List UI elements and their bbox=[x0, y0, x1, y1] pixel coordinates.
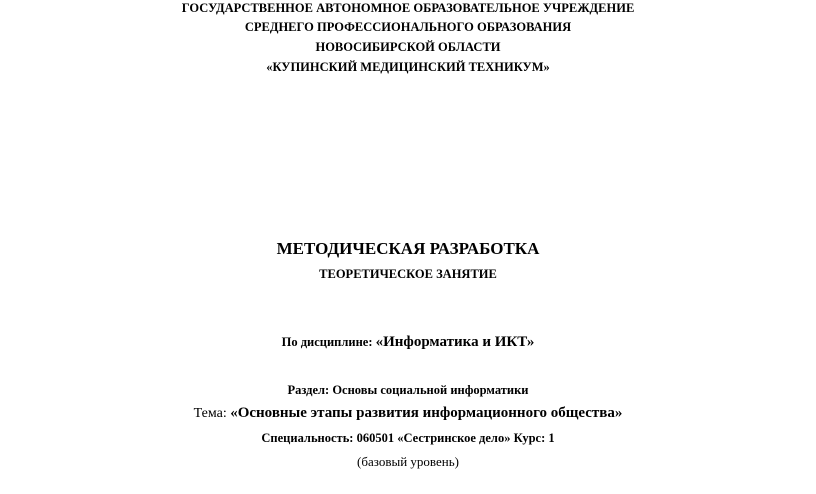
topic-value: «Основные этапы развития информационного общества» bbox=[230, 405, 623, 421]
specialty-line: Специальность: 060501 «Сестринское дело» Курс: 1 bbox=[261, 431, 555, 445]
level-line: (базовый уровень) bbox=[357, 454, 459, 469]
discipline-line bbox=[0, 335, 816, 350]
discipline-value: «Информатика и ИКТ» bbox=[375, 334, 535, 350]
topic-line bbox=[0, 406, 816, 421]
section-line: Раздел: Основы социальной информатики bbox=[287, 383, 529, 397]
institution-line-2: СРЕДНЕГО ПРОФЕССИОНАЛЬНОГО ОБРАЗОВАНИЯ bbox=[244, 20, 572, 34]
topic-label: Тема: bbox=[193, 406, 231, 421]
document-title: МЕТОДИЧЕСКАЯ РАЗРАБОТКА bbox=[276, 239, 540, 258]
institution-line-3: НОВОСИБИРСКОЙ ОБЛАСТИ bbox=[315, 40, 501, 54]
institution-line-1: ГОСУДАРСТВЕННОЕ АВТОНОМНОЕ ОБРАЗОВАТЕЛЬНОЕ УЧРЕЖДЕНИЕ bbox=[181, 1, 635, 15]
institution-line-4: «КУПИНСКИЙ МЕДИЦИНСКИЙ ТЕХНИКУМ» bbox=[266, 60, 550, 74]
document-subtitle: ТЕОРЕТИЧЕСКОЕ ЗАНЯТИЕ bbox=[319, 267, 497, 281]
discipline-label: По дисциплине: bbox=[281, 335, 376, 349]
